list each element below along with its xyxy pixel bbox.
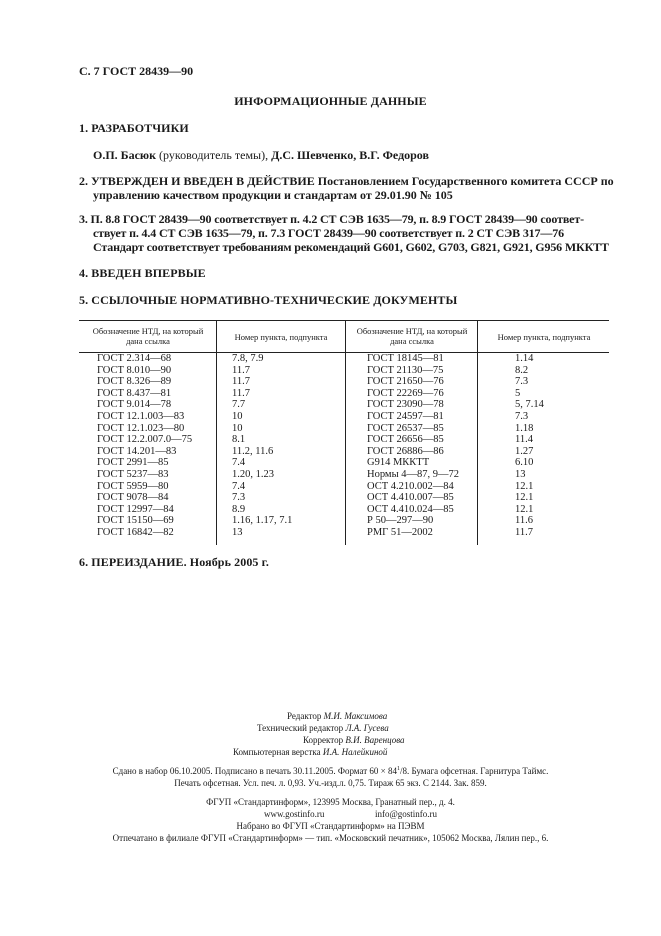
cell-item-right: 5 [515, 387, 521, 399]
col-header-item-right: Номер пункта, подпункта [497, 332, 591, 342]
table-divider-3 [477, 320, 478, 545]
cell-doc-left: ГОСТ 14.201—83 [97, 445, 177, 457]
cell-doc-right: ГОСТ 24597—81 [367, 411, 444, 422]
section-4-heading: 4. ВВЕДЕН ВПЕРВЫЕ [79, 266, 206, 280]
cell-doc-left: ГОСТ 12.1.003—83 [97, 411, 185, 422]
cell-doc-right: ОСТ 4.410.007—85 [367, 492, 454, 504]
cell-doc-left: ГОСТ 5237—83 [97, 469, 169, 480]
section-6-heading: 6. ПЕРЕИЗДАНИЕ. Ноябрь 2005 г. [79, 555, 269, 569]
cell-doc-right: ГОСТ 18145—81 [367, 353, 444, 364]
cell-doc-left: ГОСТ 12.2.007.0—75 [97, 434, 193, 446]
cell-item-left: 10 [232, 411, 243, 422]
tech-editor-label: Технический редактор [257, 723, 346, 733]
cell-item-right: 13 [515, 469, 526, 480]
cell-doc-right: ГОСТ 21650—76 [367, 376, 444, 388]
layout-name: И.А. Налейкиной [322, 747, 388, 757]
col-header-item-left: Номер пункта, подпункта [234, 332, 328, 342]
table-divider-2 [345, 320, 346, 545]
cell-doc-right: ОСТ 4.410.024—85 [367, 503, 454, 515]
publisher-email[interactable]: info@gostinfo.ru [375, 809, 438, 819]
format-fraction-den: /8 [399, 766, 407, 776]
cell-item-right: 1.27 [515, 445, 534, 457]
cell-item-right: 6.10 [515, 457, 534, 469]
cell-doc-right: Р 50—297—90 [367, 515, 434, 527]
section-2-text: Постановлением Государственного комитета СССР по [314, 174, 614, 188]
imprint-layout [233, 747, 387, 757]
cell-item-left: 13 [232, 527, 243, 538]
cell-item-right: 1.14 [515, 353, 534, 364]
cell-doc-right: ГОСТ 23090—78 [367, 399, 444, 411]
author-lead: О.П. Басюк [93, 148, 157, 162]
cell-doc-left: ГОСТ 9078—84 [97, 492, 169, 504]
corrector-name: В.И. Варенцова [345, 735, 405, 745]
section-2-line-2: управлению качеством продукции и стандартам от 29.01.90 № 105 [93, 188, 453, 202]
cell-doc-left: ГОСТ 5959—80 [97, 480, 169, 492]
cell-doc-left: ГОСТ 12.1.023—80 [97, 422, 185, 434]
cell-item-left: 1.16, 1.17, 7.1 [232, 515, 293, 527]
cell-item-left: 11.7 [232, 387, 250, 399]
cell-item-right: 12.1 [515, 503, 534, 515]
print-details-line-2: Печать офсетная. Усл. печ. л. 0,93. Уч.-изд.л. 0,75. Тираж 65 экз. С 2144. Зак. 859. [174, 778, 487, 788]
cell-item-left: 8.9 [232, 503, 246, 515]
section-1-heading: 1. РАЗРАБОТЧИКИ [79, 121, 189, 135]
print-details-line-1 [0, 766, 661, 776]
cell-doc-right: ГОСТ 21130—75 [367, 364, 444, 376]
section-1-authors [93, 148, 429, 163]
col-header-doc-left: Обозначение НТД, на который дана ссылка [92, 326, 204, 346]
cell-item-left: 10 [232, 422, 243, 434]
cell-doc-right: ОСТ 4.210.002—84 [367, 480, 454, 492]
cell-doc-left: ГОСТ 8.437—81 [97, 387, 172, 399]
section-5-heading: 5. ССЫЛОЧНЫЕ НОРМАТИВНО-ТЕХНИЧЕСКИЕ ДОКУМЕНТЫ [79, 293, 458, 307]
cell-item-left: 11.7 [232, 376, 250, 388]
cell-doc-right: РМГ 51—2002 [367, 527, 433, 538]
cell-item-right: 11.7 [515, 527, 533, 538]
cell-doc-left: ГОСТ 16842—82 [97, 527, 174, 538]
imprint-tech-editor [257, 723, 389, 733]
author-others: Д.С. Шевченко, В.Г. Федоров [271, 148, 429, 162]
cell-item-left: 1.20, 1.23 [232, 469, 274, 480]
page-header: С. 7 ГОСТ 28439—90 [79, 64, 194, 78]
cell-item-right: 7.3 [515, 376, 529, 388]
cell-item-right: 5, 7.14 [515, 399, 544, 411]
cell-doc-right: G914 МККТТ [367, 457, 430, 469]
col-header-doc-right: Обозначение НТД, на который дана ссылка [356, 326, 468, 346]
cell-doc-left: ГОСТ 15150—69 [97, 515, 174, 527]
section-2-heading: 2. УТВЕРЖДЕН И ВВЕДЕН В ДЕЙСТВИЕ [79, 174, 315, 188]
cell-item-right: 1.18 [515, 422, 534, 434]
table-divider-1 [216, 320, 217, 545]
corrector-label: Корректор [303, 735, 346, 745]
editor-label: Редактор [287, 711, 324, 721]
imprint-corrector [303, 735, 405, 745]
cell-item-left: 7.4 [232, 480, 246, 492]
cell-item-left: 7.8, 7.9 [232, 353, 264, 364]
tech-editor-name: Л.А. Гусева [345, 723, 389, 733]
layout-label: Компьютерная верстка [233, 747, 323, 757]
section-2-line-1 [79, 174, 614, 189]
typeset-note: Набрано во ФГУП «Стандартинформ» на ПЭВМ [236, 821, 425, 831]
cell-item-right: 7.3 [515, 411, 529, 422]
cell-item-left: 11.7 [232, 364, 250, 376]
cell-doc-left: ГОСТ 12997—84 [97, 503, 174, 515]
cell-doc-right: ГОСТ 26656—85 [367, 434, 444, 446]
cell-doc-right: ГОСТ 26886—86 [367, 445, 444, 457]
cell-item-left: 7.4 [232, 457, 246, 469]
cell-doc-right: ГОСТ 22269—76 [367, 387, 444, 399]
editor-name: М.И. Максимова [323, 711, 388, 721]
cell-doc-right: ГОСТ 26537—85 [367, 422, 444, 434]
cell-item-right: 8.2 [515, 364, 529, 376]
cell-item-left: 7.7 [232, 399, 246, 411]
publisher-address: ФГУП «Стандартинформ», 123995 Москва, Гранатный пер., д. 4. [206, 797, 455, 807]
author-role: (руководитель темы), [156, 148, 272, 162]
cell-item-right: 12.1 [515, 492, 534, 504]
cell-item-right: 11.6 [515, 515, 533, 527]
cell-doc-right: Нормы 4—87, 9—72 [367, 469, 459, 480]
cell-doc-left: ГОСТ 2991—85 [97, 457, 169, 469]
table-top-rule [79, 320, 609, 321]
cell-item-left: 11.2, 11.6 [232, 445, 274, 457]
cell-item-right: 11.4 [515, 434, 533, 446]
cell-doc-left: ГОСТ 8.010—90 [97, 364, 172, 376]
section-3-line-2: ствует п. 4.4 СТ СЭВ 1635—79, п. 7.3 ГОСТ 28439—90 соответствует п. 2 СТ СЭВ 317—76 [93, 226, 564, 240]
page-title: ИНФОРМАЦИОННЫЕ ДАННЫЕ [234, 94, 427, 108]
print-paper: . Бумага офсетная. Гарнитура Таймс. [406, 766, 549, 776]
cell-doc-left: ГОСТ 9.014—78 [97, 399, 172, 411]
cell-doc-left: ГОСТ 2.314—68 [97, 353, 172, 364]
cell-doc-left: ГОСТ 8.326—89 [97, 376, 172, 388]
publisher-website[interactable]: www.gostinfo.ru [264, 809, 325, 819]
cell-item-left: 8.1 [232, 434, 246, 446]
cell-item-left: 7.3 [232, 492, 246, 504]
imprint-editor [287, 711, 387, 721]
cell-item-right: 12.1 [515, 480, 534, 492]
print-format: Сдано в набор 06.10.2005. Подписано в печать 30.11.2005. Формат 60 × 84 [112, 766, 397, 776]
format-fraction-num: 1 [396, 766, 400, 772]
section-3-line-3: Стандарт соответствует требованиям рекомендаций G601, G602, G703, G821, G921, G956 МККТТ [93, 240, 609, 254]
section-3-line-1: 3. П. 8.8 ГОСТ 28439—90 соответствует п. 4.2 СТ СЭВ 1635—79, п. 8.9 ГОСТ 28439—90 соответ- [79, 212, 584, 226]
printer-note: Отпечатано в филиале ФГУП «Стандартинформ» — тип. «Московский печатник», 105062 Москва, Лялин пер., 6. [112, 833, 549, 843]
